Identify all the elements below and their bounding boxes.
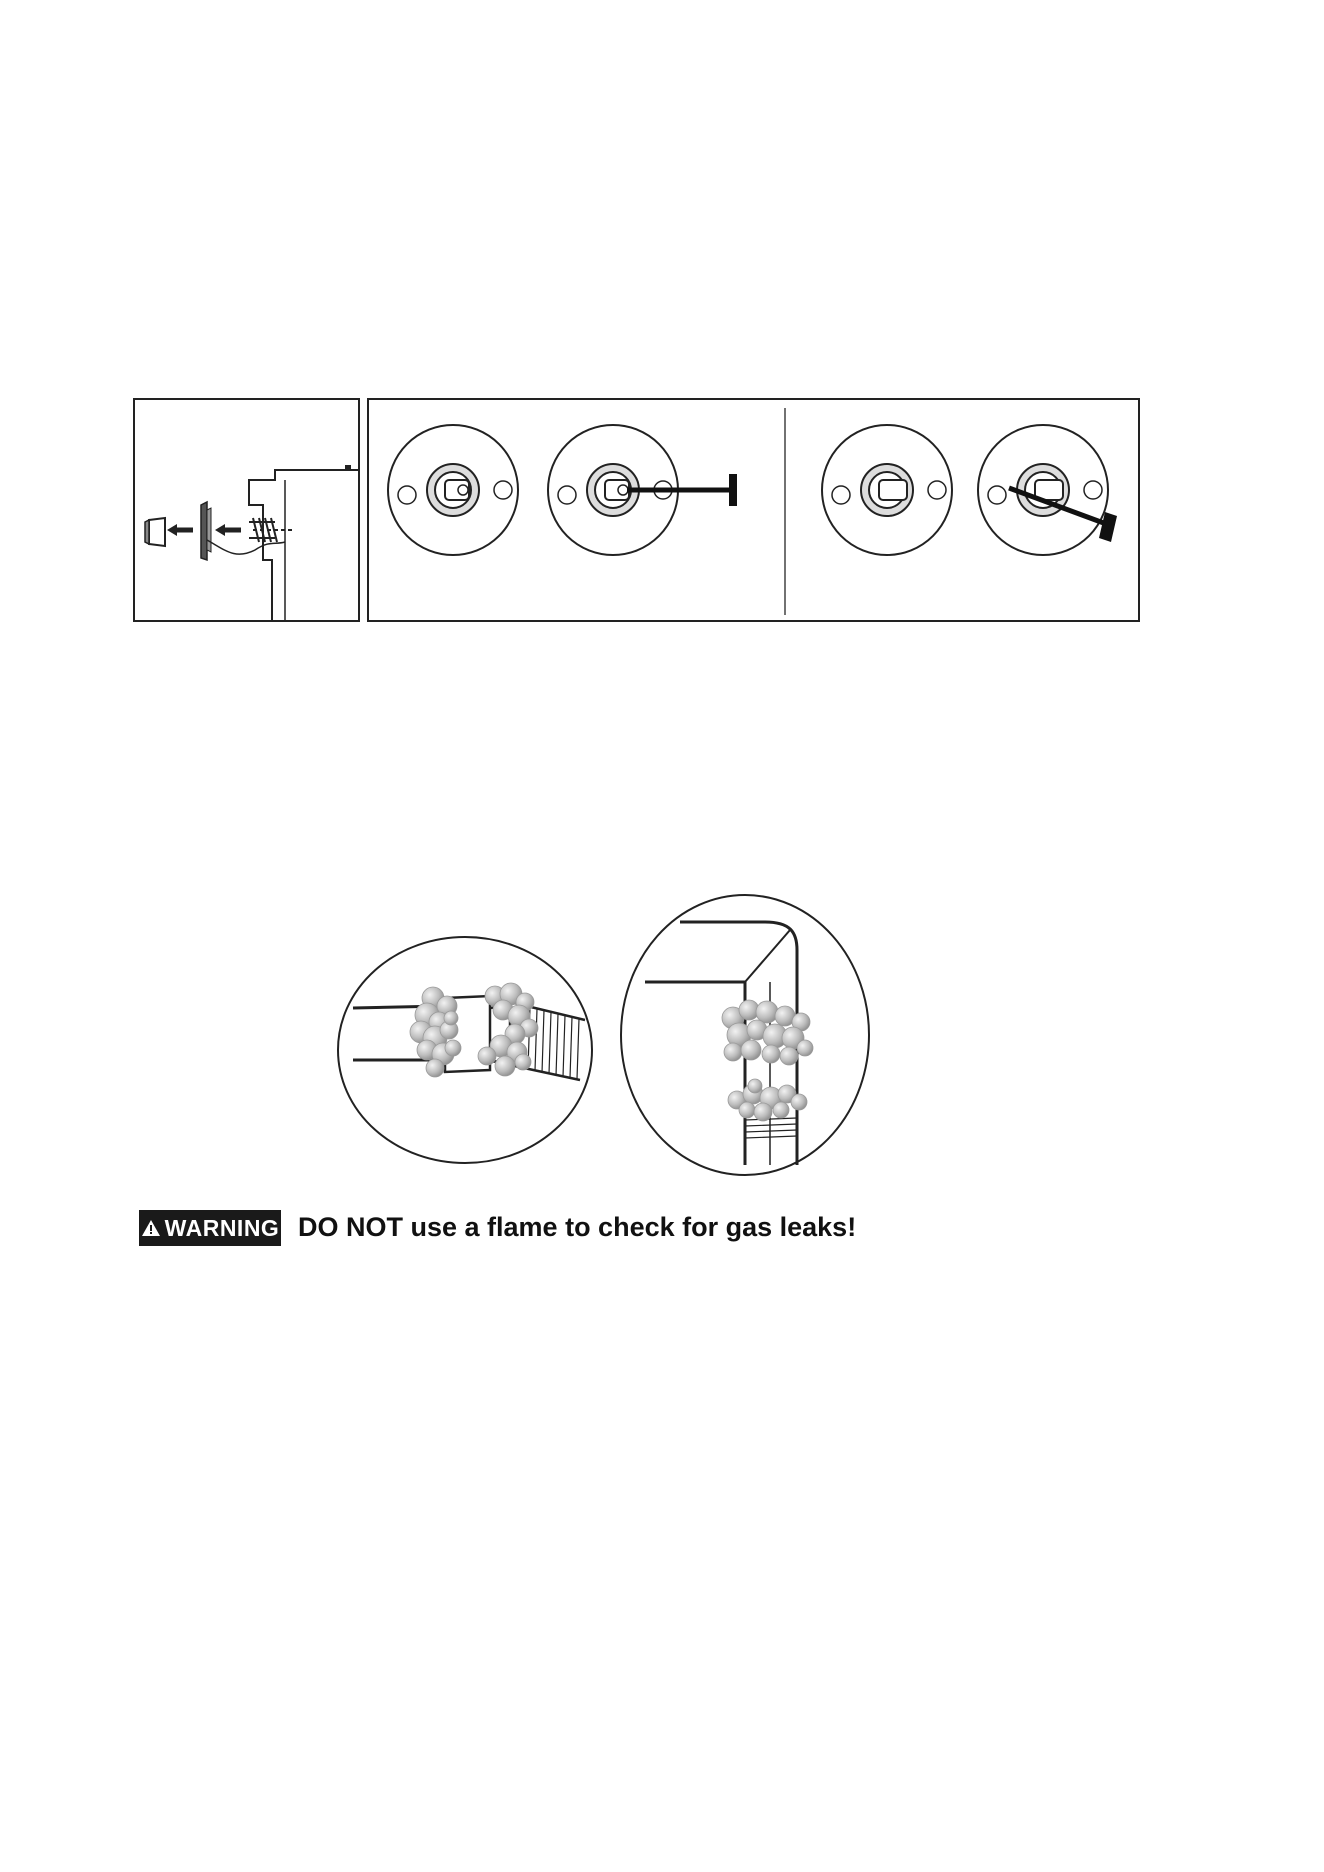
valve-diagram-2 [548, 425, 737, 555]
pipe-elbow-detail [621, 895, 869, 1175]
valve-adjustment-figure [367, 398, 1140, 622]
valve-screw-adjustment-illustration [369, 400, 1138, 620]
valve-diagram-1 [388, 425, 518, 555]
soap-bubble-leak-test-illustration [335, 890, 895, 1180]
hose-connection-detail [338, 937, 592, 1163]
knob-removal-figure [133, 398, 360, 622]
valve-diagram-3 [822, 425, 952, 555]
leak-test-figure [335, 890, 895, 1180]
warning-badge-label: WARNING [164, 1214, 280, 1241]
knob-removal-illustration [135, 400, 358, 620]
warning-message: DO NOT use a flame to check for gas leaks! [298, 1212, 857, 1242]
warning-badge [139, 1210, 281, 1246]
warning-triangle-icon [141, 1219, 161, 1237]
valve-diagram-4 [978, 425, 1117, 555]
